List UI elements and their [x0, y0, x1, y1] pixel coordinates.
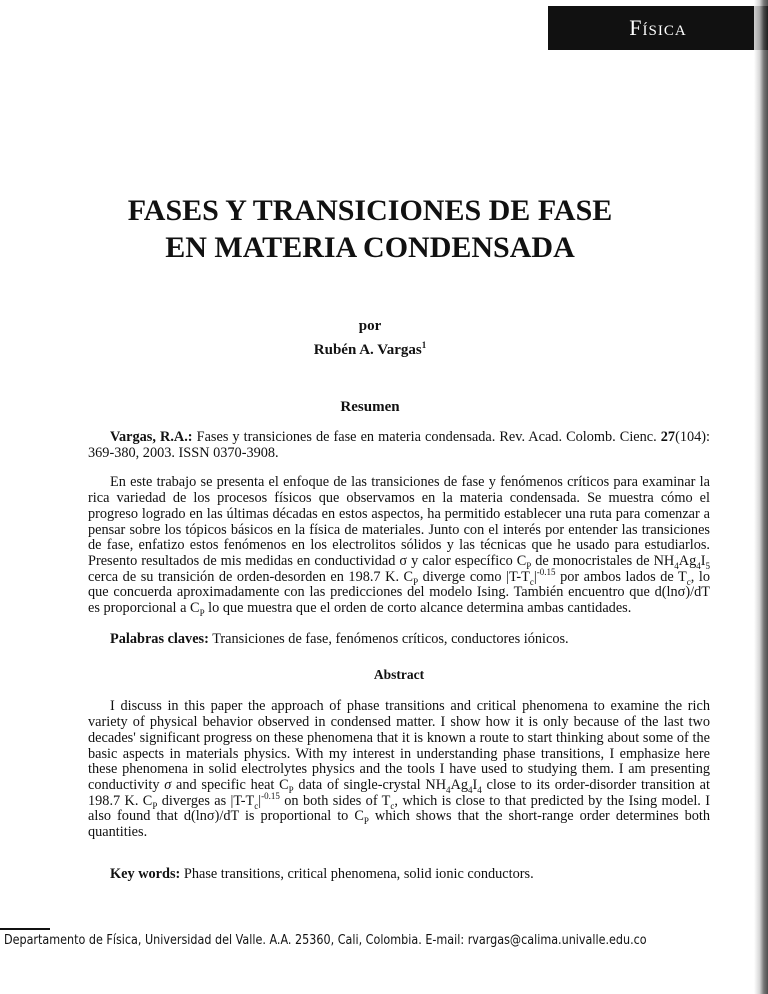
text-run: σ — [164, 776, 172, 793]
palabras-label: Palabras claves: — [110, 630, 209, 647]
text-run: -0.15 — [261, 790, 280, 801]
text-run: which shows that the short-range order determines both quantities. — [88, 808, 710, 841]
text-run: -0.15 — [536, 566, 556, 577]
citation-rest: (104): 369-380, 2003. ISSN 0370-3908. — [88, 429, 711, 461]
text-run: cerca de su transición de orden-desorden en 198.7 K. C — [88, 568, 414, 585]
text-run: data of single-crystal NH — [293, 776, 447, 793]
palabras-text: Transiciones de fase, fenómenos críticos, conductores iónicos. — [208, 630, 569, 647]
resumen-paragraph — [88, 475, 710, 616]
text-run: En este trabajo se presenta el enfoque de las transiciones de fase y fenómenos críticos para examinar la rica variedad de los procesos físicos que observamos en la materia condensada. Se muestra cómo el progreso logrado en las últimas décadas en estos aspectos, ha permitido establecer una ruta para comenzar a pensar sobre los tópicos básicos en la física de materiales. Junto con el interés por entender las transiciones de fase, enfatizo estos fenómenos en los electrolitos sólidos y las técnicas que he usado para estudiarlos. Presento resultados de mis medidas en conductividad σ y calor específico C — [88, 474, 710, 569]
text-run: 5 — [705, 560, 711, 571]
author — [0, 342, 740, 359]
text-run: de monocristales de NH — [531, 552, 675, 569]
by-label: por — [358, 318, 382, 334]
scan-edge-shadow — [754, 0, 768, 994]
abstract-heading: Abstract — [373, 667, 425, 683]
text-run: por ambos lados de T — [555, 568, 687, 585]
text-run: 4 — [477, 784, 482, 795]
footnote-mark: 1 — [421, 340, 427, 350]
text-run: P — [363, 816, 369, 827]
text-run: P — [199, 607, 205, 618]
body-text — [88, 430, 710, 882]
text-run: | — [533, 568, 537, 585]
text-run: c — [529, 576, 534, 587]
keywords-label: Key words: — [110, 865, 181, 882]
citation — [88, 430, 710, 461]
text-run: diverge como |T-T — [418, 568, 530, 585]
text-run: P — [288, 784, 294, 795]
text-run: 4 — [696, 560, 701, 571]
palabras-claves — [88, 632, 710, 648]
abstract-paragraph — [88, 699, 710, 840]
title-line-2: EN MATERIA CONDENSADA — [165, 231, 575, 264]
footnote: Departamento de Física, Universidad del Valle. A.A. 25360, Cali, Colombia. E-mail: rvargas@calima.univalle.edu.co — [4, 933, 647, 948]
footnote-rule — [0, 928, 50, 930]
text-run: I discuss in this paper the approach of phase transitions and critical phenomena to examine the rich variety of physical behavior observed in condensed matter. I show how it is only because of the last two decades' significant progress on these phenomena that it is known a route to start thinking about some of the basic aspects in materials physics. With my interest in understanding phase transitions, I emphasize here these phenomena in solid electrolytes physics and the tools I have used to studying them. I am presenting conductivity — [88, 698, 710, 793]
citation-authors: Vargas, R.A.: — [110, 429, 193, 445]
text-run: | — [258, 792, 262, 809]
citation-text: Fases y transiciones de fase en materia condensada. Rev. Acad. Colomb. Cienc. — [192, 429, 661, 445]
text-run: 4 — [446, 784, 451, 795]
key-words — [88, 867, 710, 883]
text-run: Ag — [678, 552, 697, 569]
text-run: c — [686, 576, 691, 587]
title-line-1: FASES Y TRANSICIONES DE FASE — [127, 194, 613, 227]
text-run: lo que muestra que el orden de corto alcance determina ambas cantidades. — [204, 600, 632, 617]
text-run: diverges as |T-T — [157, 792, 255, 809]
author-name: Rubén A. Vargas — [313, 342, 422, 358]
text-run: P — [413, 576, 419, 587]
text-run: I — [472, 776, 478, 793]
text-run: I — [700, 552, 706, 569]
text-run: , which is close to that predicted by the Ising model. I also found that d(lnσ)/dT is proportional to C — [88, 792, 710, 825]
text-run: c — [390, 800, 395, 811]
text-run: 4 — [468, 784, 473, 795]
text-run: and specific heat C — [171, 776, 289, 793]
text-run: P — [526, 560, 532, 571]
text-run: Ag — [450, 776, 469, 793]
section-banner: Física — [548, 6, 768, 50]
text-run: , lo que concuerda aproximadamente con las predicciones del modelo Ising. También encuentro que d(lnσ)/dT es proporcional a C — [88, 568, 711, 617]
citation-volume: 27 — [660, 429, 676, 445]
text-run: P — [152, 800, 158, 811]
text-run: 4 — [674, 560, 679, 571]
text-run: on both sides of T — [279, 792, 391, 809]
resumen-heading: Resumen — [340, 399, 400, 415]
keywords-text: Phase transitions, critical phenomena, solid ionic conductors. — [180, 865, 534, 882]
paper-title — [0, 192, 740, 266]
text-run: close to its order-disorder transition at 198.7 K. C — [88, 776, 711, 809]
text-run: c — [254, 800, 259, 811]
